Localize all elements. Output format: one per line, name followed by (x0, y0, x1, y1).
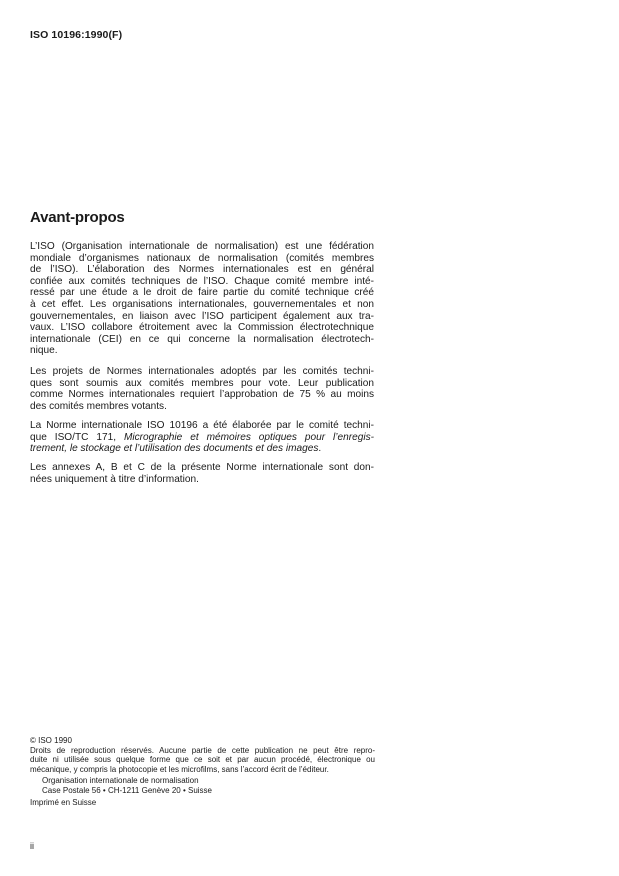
printed-in-notice: Imprimé en Suisse (30, 797, 97, 807)
paragraph-foreword-2 (30, 366, 374, 412)
text-line: ressé par une étude a le droit de faire partie du comité technique créé (30, 287, 374, 299)
rights-text-line: Droits de reproduction réservés. Aucune partie de cette publication ne peut être repro- (30, 745, 375, 755)
page-number: ii (30, 841, 34, 851)
text-line: comme Normes internationales requiert l’approbation de 75 % au moins (30, 389, 374, 401)
copyright-footer (30, 736, 375, 807)
rights-text-line: mécanique, y compris la photocopie et les microfilms, sans l’accord écrit de l’éditeur. (30, 764, 329, 774)
address-line: Organisation internationale de normalisation (42, 776, 199, 786)
text-line: gouvernementales, en liaison avec l’ISO participent également aux tra- (30, 310, 374, 322)
text-line: mondiale d’organismes nationaux de normalisation (comités membres (30, 252, 374, 264)
text-line (30, 432, 374, 444)
text-line: vaux. L’ISO collabore étroitement avec la Commission électrotechnique (30, 322, 374, 334)
text-segment: . (318, 443, 322, 455)
paragraph-foreword-3 (30, 420, 374, 455)
text-line (30, 443, 374, 455)
address-line: Case Postale 56 • CH-1211 Genève 20 • Suisse (42, 785, 212, 795)
text-line: nique. (30, 345, 58, 357)
text-line: à cet effet. Les organisations internationales, gouvernementales et non (30, 298, 374, 310)
text-line: des comités membres votants. (30, 400, 167, 412)
paragraph-foreword-1 (30, 241, 374, 357)
text-line: internationale (CEI) en ce qui concerne la normalisation électrotech- (30, 333, 374, 345)
copyright-notice: © ISO 1990 (30, 736, 72, 745)
text-line: ques sont soumis aux comités membres pour vote. Leur publication (30, 377, 374, 389)
text-line: L’ISO (Organisation internationale de normalisation) est une fédération (30, 241, 374, 252)
text-line: nées uniquement à titre d’information. (30, 473, 199, 485)
text-line: La Norme internationale ISO 10196 a été élaborée par le comité techni- (30, 420, 374, 431)
rights-text-line: duite ni utilisée sous quelque forme que ce soit et par aucun procédé, électronique ou (30, 755, 375, 765)
text-line: Les annexes A, B et C de la présente Norme internationale sont don- (30, 462, 374, 473)
section-title: Avant-propos (30, 209, 125, 226)
text-line: de l’ISO). L’élaboration des Normes internationales est en général (30, 264, 374, 276)
committee-title-italic: Micrographie et mémoires optiques pour l’enregis- (123, 431, 374, 443)
paragraph-foreword-4 (30, 462, 374, 485)
text-segment: que ISO/TC 171, (30, 431, 124, 443)
text-line: Les projets de Normes internationales adoptés par les comités techni- (30, 366, 374, 377)
document-id-header: ISO 10196:1990(F) (30, 29, 123, 41)
text-line: confiée aux comités techniques de l’ISO. Chaque comité membre inté- (30, 275, 374, 287)
committee-title-italic: trement, le stockage et l’utilisation des documents et des images (30, 443, 319, 455)
